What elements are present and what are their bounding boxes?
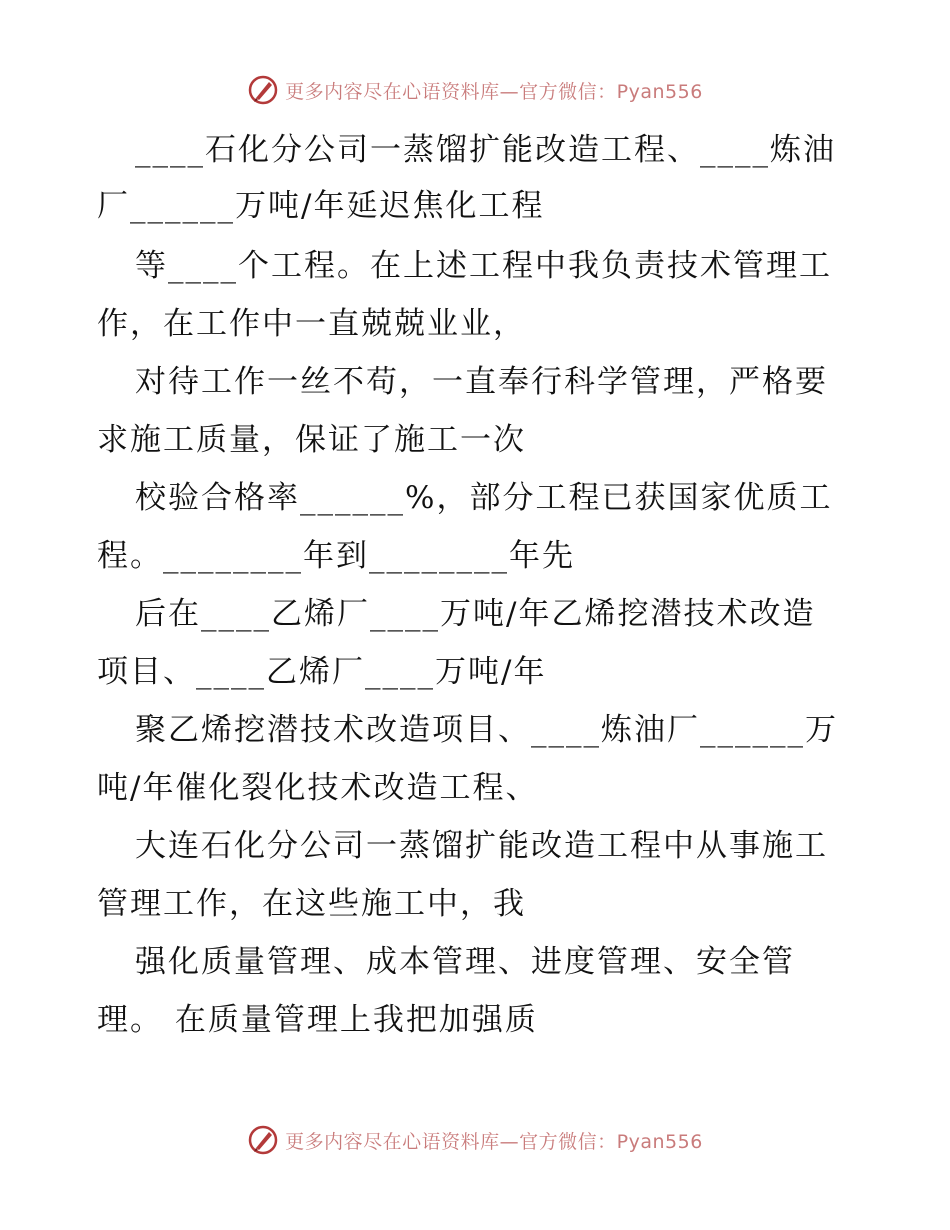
body-line: 吨/年催化裂化技术改造工程、	[97, 770, 539, 806]
body-line: 项目、____乙烯厂____万吨/年	[97, 654, 547, 690]
body-line: 强化质量管理、成本管理、进度管理、安全管	[135, 944, 795, 980]
body-line: 校验合格率______%，部分工程已获国家优质工	[135, 480, 833, 516]
body-line: 求施工质量，保证了施工一次	[97, 422, 526, 458]
watermark-header	[0, 70, 950, 110]
quill-pen-logo-icon	[247, 1124, 279, 1156]
body-line: 后在____乙烯厂____万吨/年乙烯挖潜技术改造	[135, 596, 816, 632]
body-line: ____石化分公司一蒸馏扩能改造工程、____炼油	[135, 132, 836, 168]
body-line: 等____个工程。在上述工程中我负责技术管理工	[135, 248, 832, 284]
watermark-footer	[0, 1120, 950, 1160]
watermark-text: 更多内容尽在心语资料库—官方微信：Pyan556	[285, 1130, 703, 1153]
body-line: 管理工作，在这些施工中，我	[97, 886, 526, 922]
body-line: 作，在工作中一直兢兢业业，	[97, 306, 526, 342]
body-line: 大连石化分公司一蒸馏扩能改造工程中从事施工	[135, 828, 828, 864]
body-line: 对待工作一丝不苟，一直奉行科学管理，严格要	[135, 364, 828, 400]
body-line: 理。 在质量管理上我把加强质	[97, 1002, 538, 1038]
body-line: 程。________年到________年先	[97, 538, 575, 574]
watermark-text: 更多内容尽在心语资料库—官方微信：Pyan556	[285, 80, 703, 103]
body-line: 厂______万吨/年延迟焦化工程	[97, 188, 545, 224]
body-line: 聚乙烯挖潜技术改造项目、____炼油厂______万	[135, 712, 838, 748]
quill-pen-logo-icon	[247, 74, 279, 106]
